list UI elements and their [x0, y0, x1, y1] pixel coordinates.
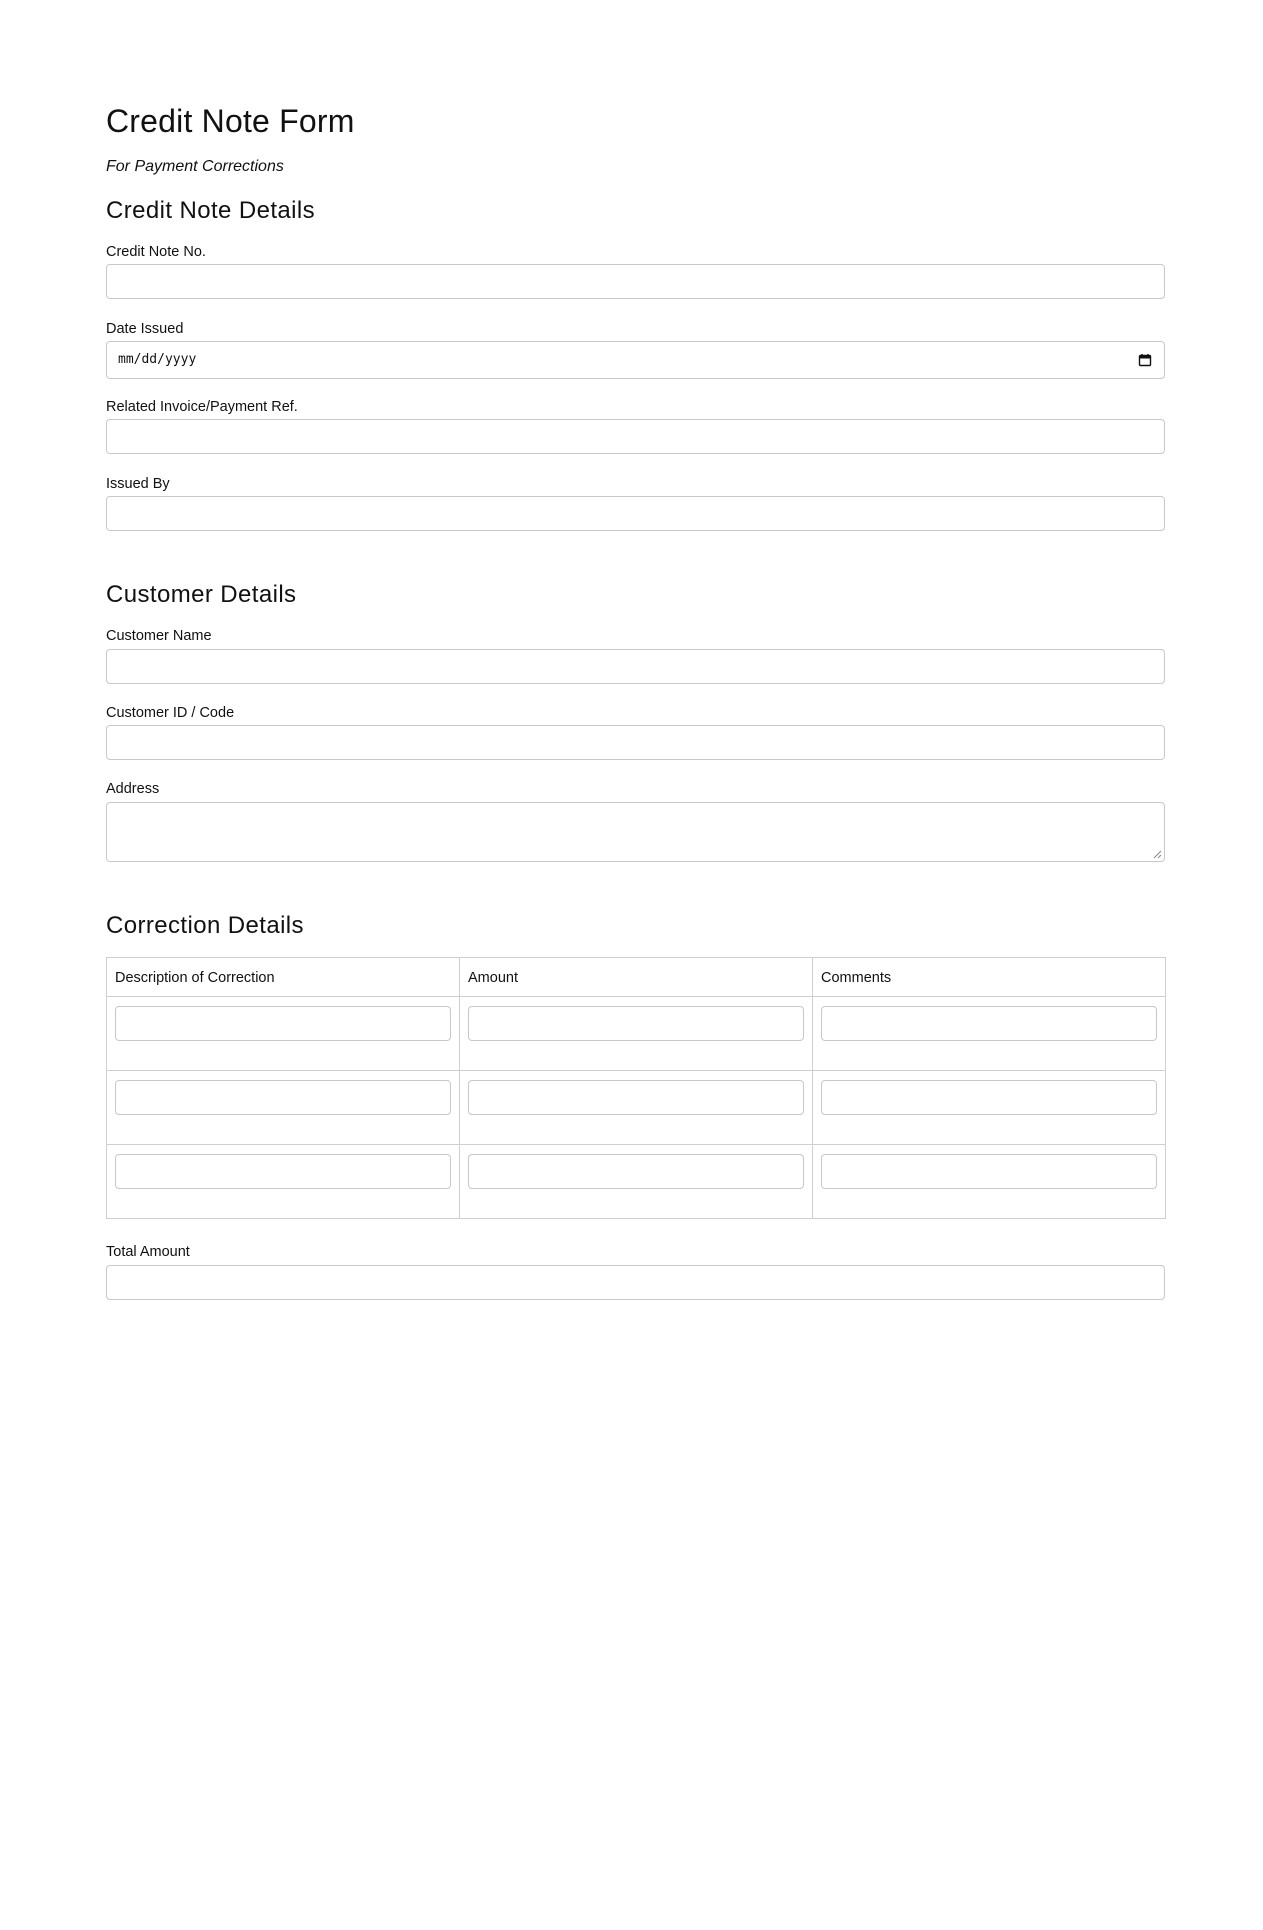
credit-note-no-label: Credit Note No.	[106, 244, 206, 260]
table-cell	[813, 1145, 1166, 1219]
customer-id-label: Customer ID / Code	[106, 705, 235, 721]
credit-note-details-heading: Credit Note Details	[106, 197, 316, 224]
correction-table	[106, 957, 1166, 1219]
date-issued-label: Date Issued	[106, 321, 184, 337]
column-header-label: Amount	[468, 970, 518, 986]
total-amount-label: Total Amount	[106, 1244, 190, 1260]
total-amount-input[interactable]	[106, 1265, 1165, 1300]
issued-by-label: Issued By	[106, 476, 170, 492]
calendar-icon[interactable]	[1138, 353, 1152, 367]
customer-name-input[interactable]	[106, 649, 1165, 684]
credit-note-no-input[interactable]	[106, 264, 1165, 299]
amount-input[interactable]	[468, 1006, 804, 1041]
table-cell	[460, 1071, 813, 1145]
description-input[interactable]	[115, 1154, 451, 1189]
related-ref-label: Related Invoice/Payment Ref.	[106, 399, 298, 415]
table-cell	[107, 997, 460, 1071]
column-header-amount	[460, 958, 813, 997]
table-row	[107, 1071, 1166, 1145]
address-textarea[interactable]	[106, 802, 1165, 862]
resize-handle-icon[interactable]	[1152, 849, 1162, 859]
page-title: Credit Note Form	[106, 103, 355, 139]
page-subtitle: For Payment Corrections	[106, 158, 284, 175]
address-label: Address	[106, 781, 160, 797]
table-cell	[813, 997, 1166, 1071]
customer-id-input[interactable]	[106, 725, 1165, 760]
comments-input[interactable]	[821, 1080, 1157, 1115]
table-row	[107, 1145, 1166, 1219]
date-issued-input[interactable]	[106, 341, 1165, 379]
correction-table-header	[107, 958, 1166, 997]
related-ref-input[interactable]	[106, 419, 1165, 454]
table-cell	[460, 1145, 813, 1219]
description-input[interactable]	[115, 1006, 451, 1041]
table-cell	[813, 1071, 1166, 1145]
customer-details-heading: Customer Details	[106, 581, 297, 608]
date-issued-placeholder: mm/dd/yyyy	[118, 352, 197, 367]
comments-input[interactable]	[821, 1154, 1157, 1189]
column-header-label: Comments	[821, 970, 892, 986]
issued-by-input[interactable]	[106, 496, 1165, 531]
comments-input[interactable]	[821, 1006, 1157, 1041]
customer-name-label: Customer Name	[106, 628, 212, 644]
table-row	[107, 997, 1166, 1071]
table-cell	[107, 1145, 460, 1219]
correction-details-heading: Correction Details	[106, 912, 304, 939]
table-cell	[107, 1071, 460, 1145]
column-header-label: Description of Correction	[115, 970, 275, 986]
amount-input[interactable]	[468, 1080, 804, 1115]
description-input[interactable]	[115, 1080, 451, 1115]
table-cell	[460, 997, 813, 1071]
column-header-comments	[813, 958, 1166, 997]
column-header-description	[107, 958, 460, 997]
amount-input[interactable]	[468, 1154, 804, 1189]
